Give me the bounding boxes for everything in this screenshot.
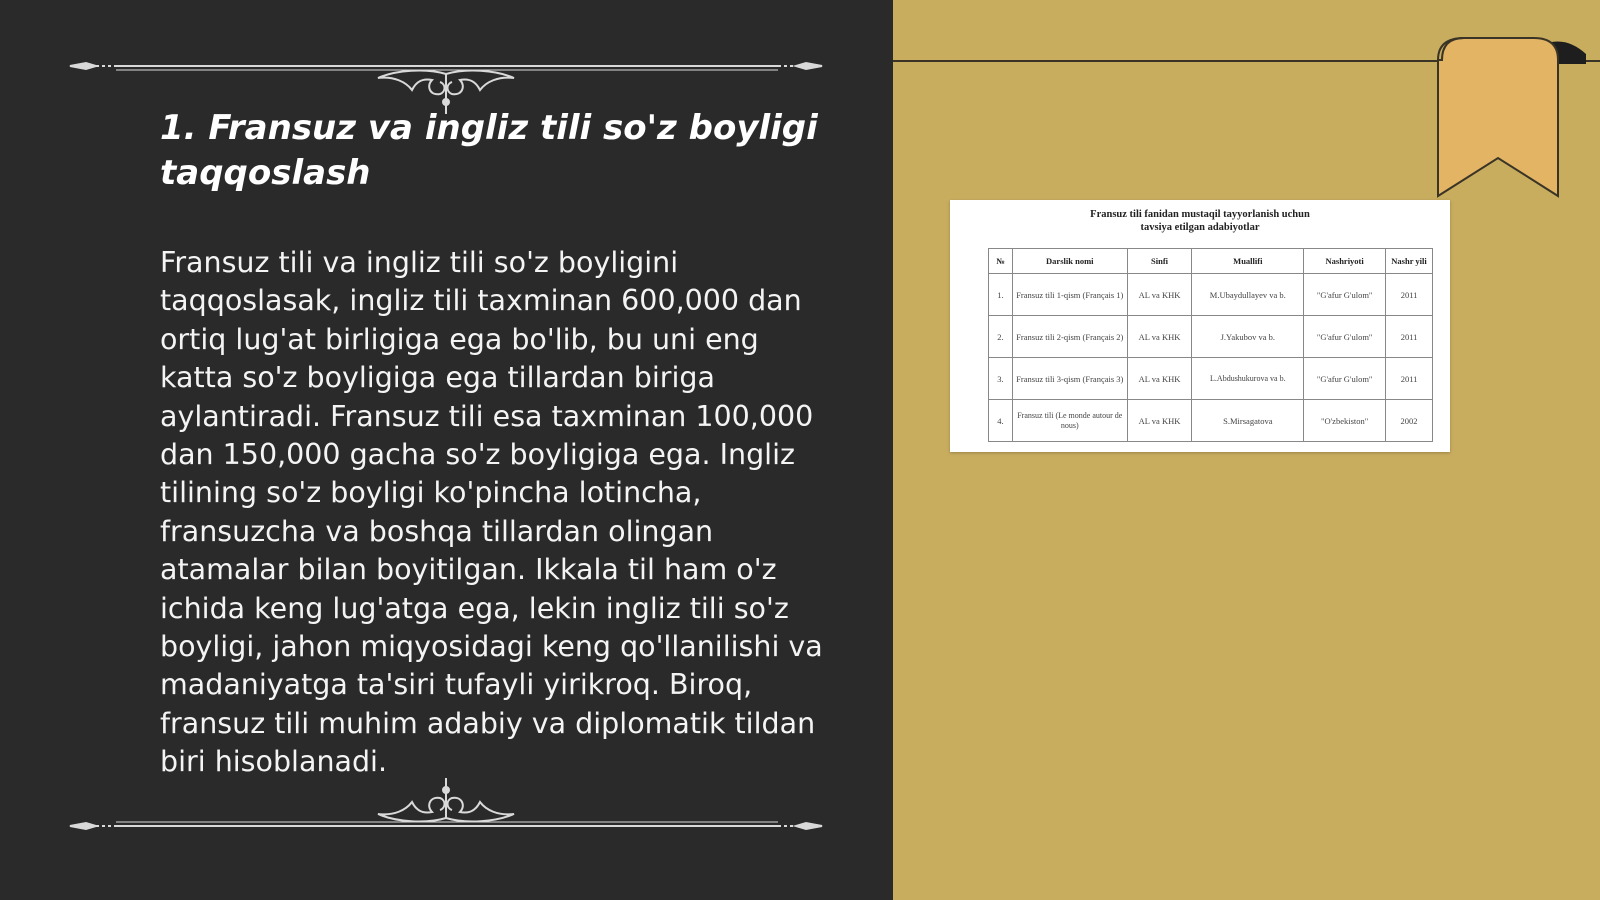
literature-table bbox=[988, 248, 1433, 442]
table-header-cell: Muallifi bbox=[1192, 249, 1304, 274]
table-cell: AL va KHK bbox=[1127, 274, 1192, 316]
table-cell: 3. bbox=[989, 358, 1013, 400]
table-cell: 2002 bbox=[1386, 400, 1433, 442]
table-cell: 2011 bbox=[1386, 358, 1433, 400]
table-cell: AL va KHK bbox=[1127, 358, 1192, 400]
table-row bbox=[989, 358, 1433, 400]
table-header-cell: Nashr yili bbox=[1386, 249, 1433, 274]
table-cell: 1. bbox=[989, 274, 1013, 316]
table-cell: 2011 bbox=[1386, 274, 1433, 316]
table-cell: Fransuz tili 1-qism (Français 1) bbox=[1012, 274, 1127, 316]
table-header-cell: Darslik nomi bbox=[1012, 249, 1127, 274]
table-header-cell: № bbox=[989, 249, 1013, 274]
document-title-line-2: tavsiya etilgan adabiyotlar bbox=[1140, 222, 1260, 233]
table-row bbox=[989, 316, 1433, 358]
table-header-row bbox=[989, 249, 1433, 274]
table-cell: AL va KHK bbox=[1127, 316, 1192, 358]
table-cell: "G'afur G'ulom" bbox=[1304, 358, 1386, 400]
table-cell: "O'zbekiston" bbox=[1304, 400, 1386, 442]
document-title-line-1: Fransuz tili fanidan mustaqil tayyorlanish uchun bbox=[1090, 209, 1310, 220]
table-header-cell: Nashriyoti bbox=[1304, 249, 1386, 274]
table-cell: S.Mirsagatova bbox=[1192, 400, 1304, 442]
table-cell: Fransuz tili (Le monde autour de nous) bbox=[1012, 400, 1127, 442]
table-row bbox=[989, 274, 1433, 316]
document-title bbox=[950, 208, 1450, 234]
table-cell: Fransuz tili 2-qism (Français 2) bbox=[1012, 316, 1127, 358]
table-cell: 4. bbox=[989, 400, 1013, 442]
slide-title: 1. Fransuz va ingliz tili so'z boyligi taqqoslash bbox=[160, 108, 818, 193]
table-cell: 2. bbox=[989, 316, 1013, 358]
table-row bbox=[989, 400, 1433, 442]
table-cell: L.Abdushukurova va b. bbox=[1192, 358, 1304, 400]
ornamental-divider-icon bbox=[66, 776, 826, 836]
table-cell: "G'afur G'ulom" bbox=[1304, 274, 1386, 316]
table-cell: Fransuz tili 3-qism (Français 3) bbox=[1012, 358, 1127, 400]
table-cell: M.Ubaydullayev va b. bbox=[1192, 274, 1304, 316]
document-image bbox=[950, 200, 1450, 452]
slide-body-text: Fransuz tili va ingliz tili so'z boyligini taqqoslasak, ingliz tili taxminan 600,000 dan ortiq lug'at birligiga ega bo'lib, bu uni eng katta so'z boyligiga ega tillardan biriga aylantiradi. Fransuz tili esa taxminan 100,000 dan 150,000 gacha so'z boyligiga ega. Ingliz tilining so'z boyligi ko'pincha lotincha, fransuzcha va boshqa tillardan olingan atamalar bilan boyitilgan. Ikkala til ham o'z ichida keng lug'atga ega, lekin ingliz tili so'z boyligi, jahon miqyosidagi keng qo'llanilishi va madaniyatga ta'siri tufayli yirikroq. Biroq, fransuz tili muhim adabiy va diplomatik tildan biri hisoblanadi. bbox=[160, 246, 823, 779]
table-cell: "G'afur G'ulom" bbox=[1304, 316, 1386, 358]
bookmark-ribbon-icon bbox=[1434, 34, 1600, 204]
table-cell: J.Yakubov va b. bbox=[1192, 316, 1304, 358]
table-cell: AL va KHK bbox=[1127, 400, 1192, 442]
table-cell: 2011 bbox=[1386, 316, 1433, 358]
table-header-cell: Sinfi bbox=[1127, 249, 1192, 274]
